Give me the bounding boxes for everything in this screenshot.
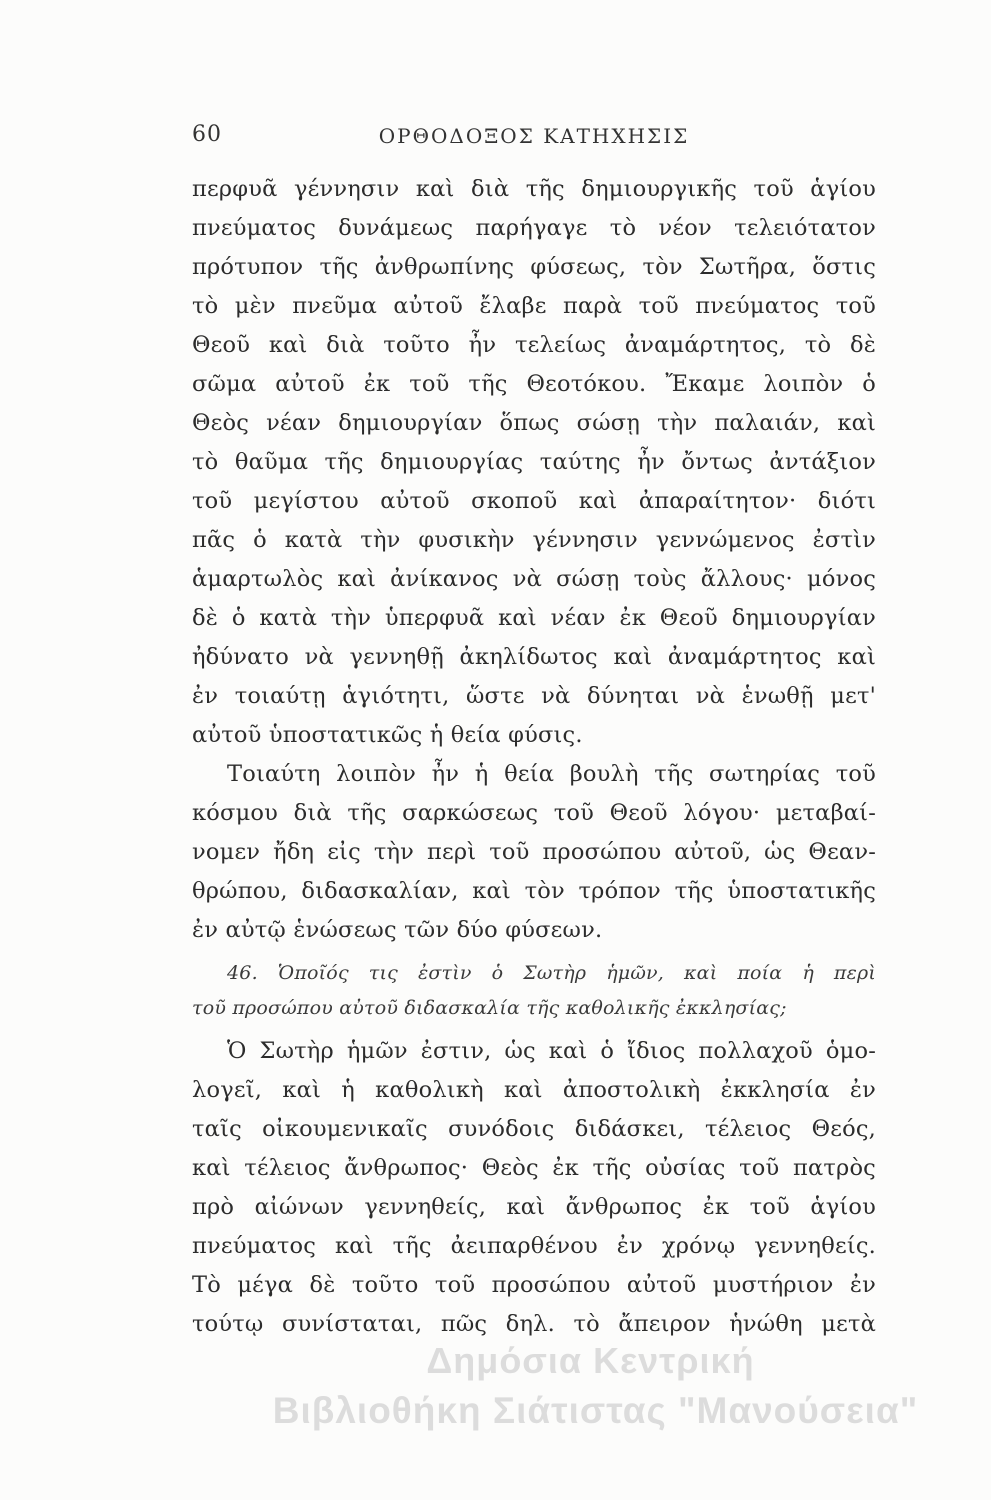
library-watermark-line: Βιβλιοθήκη Σιάτιστας "Μανούσεια" <box>272 1390 919 1431</box>
text-line: λογεῖ, καὶ ἡ καθολικὴ καὶ ἀποστολικὴ ἐκκλησία ἐν <box>192 1077 876 1103</box>
text-line: πρὸ αἰώνων γεννηθείς, καὶ ἄνθρωπος ἐκ τοῦ ἁγίου <box>192 1194 876 1220</box>
text-line: δὲ ὁ κατὰ τὴν ὑπερφυᾶ καὶ νέαν ἐκ Θεοῦ δημιουργίαν <box>192 605 876 631</box>
text-line: Τὸ μέγα δὲ τοῦτο τοῦ προσώπου αὐτοῦ μυστήριον ἐν <box>192 1272 876 1298</box>
text-line: ἠδύνατο νὰ γεννηθῇ ἀκηλίδωτος καὶ ἀναμάρτητος καὶ <box>192 644 876 670</box>
question-heading-line: τοῦ προσώπου αὐτοῦ διδασκαλία τῆς καθολικῆς ἐκκλησίας; <box>192 997 787 1019</box>
paragraph-start-line: Τοιαύτη λοιπὸν ἦν ἡ θεία βουλὴ τῆς σωτηρίας τοῦ <box>227 761 876 787</box>
library-watermark-line: Δημόσια Κεντρική <box>426 1340 755 1381</box>
text-line: ἐν αὐτῷ ἑνώσεως τῶν δύο φύσεων. <box>192 917 603 943</box>
body-text <box>192 170 876 1344</box>
text-line: τὸ μὲν πνεῦμα αὐτοῦ ἔλαβε παρὰ τοῦ πνεύματος τοῦ <box>192 293 876 319</box>
text-line: κόσμου διὰ τῆς σαρκώσεως τοῦ Θεοῦ λόγου· μεταβαί- <box>192 800 876 826</box>
text-line: πᾶς ὁ κατὰ τὴν φυσικὴν γέννησιν γεννώμενος ἐστὶν <box>192 527 876 553</box>
text-line: ἐν τοιαύτῃ ἁγιότητι, ὥστε νὰ δύνηται νὰ ἑνωθῇ μετ' <box>192 683 876 709</box>
running-title: ΟΡΘΟΔΟΞΟΣ ΚΑΤΗΧΗΣΙΣ <box>378 124 690 148</box>
question-heading-line: 46. Ὁποῖός τις ἐστὶν ὁ Σωτὴρ ἡμῶν, καὶ ποία ἡ περὶ <box>227 962 876 984</box>
text-line: θρώπου, διδασκαλίαν, καὶ τὸν τρόπον τῆς ὑποστατικῆς <box>192 878 876 904</box>
text-line: πνεύματος δυνάμεως παρήγαγε τὸ νέον τελειότατον <box>192 215 876 241</box>
page-header <box>192 122 876 152</box>
text-line: καὶ τέλειος ἄνθρωπος· Θεὸς ἐκ τῆς οὐσίας τοῦ πατρὸς <box>192 1155 876 1181</box>
text-line: Θεοῦ καὶ διὰ τοῦτο ἦν τελείως ἀναμάρτητος, τὸ δὲ <box>192 332 876 358</box>
text-line: αὐτοῦ ὑποστατικῶς ἡ θεία φύσις. <box>192 722 583 748</box>
text-line: πνεύματος καὶ τῆς ἀειπαρθένου ἐν χρόνῳ γεννηθείς. <box>192 1233 876 1259</box>
text-line: ἁμαρτωλὸς καὶ ἀνίκανος νὰ σώσῃ τοὺς ἄλλους· μόνος <box>192 566 876 592</box>
text-line: Θεὸς νέαν δημιουργίαν ὅπως σώσῃ τὴν παλαιάν, καὶ <box>192 410 876 436</box>
text-line: σῶμα αὐτοῦ ἐκ τοῦ τῆς Θεοτόκου. Ἔκαμε λοιπὸν ὁ <box>192 371 876 397</box>
text-line: τὸ θαῦμα τῆς δημιουργίας ταύτης ἦν ὄντως ἀντάξιον <box>192 449 876 475</box>
text-line: τούτῳ συνίσταται, πῶς δηλ. τὸ ἄπειρον ἡνώθη μετὰ <box>192 1311 876 1337</box>
text-line: τοῦ μεγίστου αὐτοῦ σκοποῦ καὶ ἀπαραίτητον· διότι <box>192 488 876 514</box>
answer-start-line: Ὁ Σωτὴρ ἡμῶν ἐστιν, ὡς καὶ ὁ ἴδιος πολλαχοῦ ὁμο- <box>227 1038 876 1064</box>
text-line: πρότυπον τῆς ἀνθρωπίνης φύσεως, τὸν Σωτῆρα, ὅστις <box>192 254 876 280</box>
text-line: ταῖς οἰκουμενικαῖς συνόδοις διδάσκει, τέλειος Θεός, <box>192 1116 876 1142</box>
text-line: περφυᾶ γέννησιν καὶ διὰ τῆς δημιουργικῆς τοῦ ἁγίου <box>192 176 876 202</box>
page-number: 60 <box>192 122 222 147</box>
text-line: νομεν ἤδη εἰς τὴν περὶ τοῦ προσώπου αὐτοῦ, ὡς Θεαν- <box>192 839 876 865</box>
